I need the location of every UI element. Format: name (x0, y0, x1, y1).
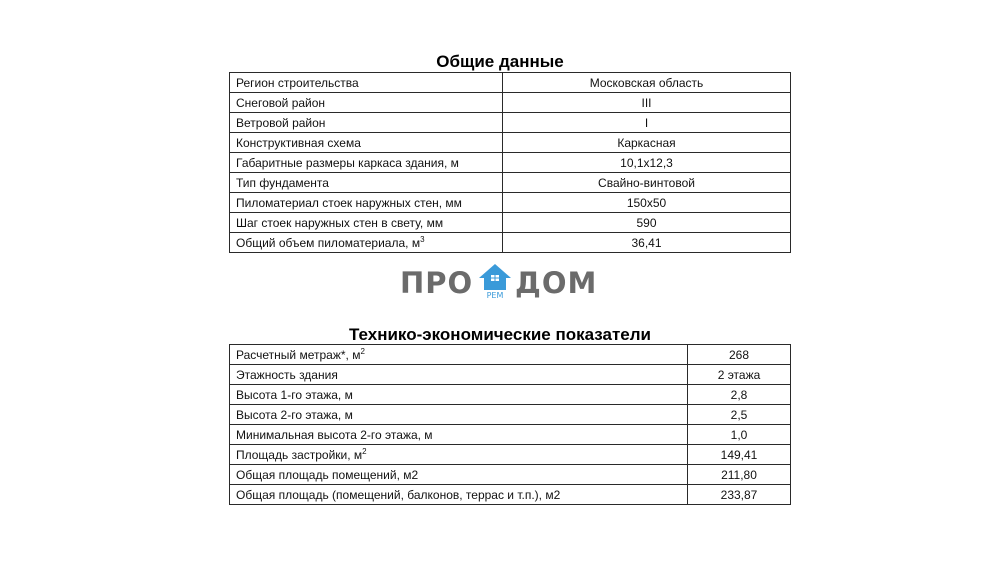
table-row (230, 133, 791, 153)
row-value: 590 (503, 213, 791, 233)
row-value: 2,8 (688, 385, 791, 405)
row-label: Высота 2-го этажа, м (230, 405, 688, 425)
row-label-cell (230, 445, 688, 465)
row-value: 10,1x12,3 (503, 153, 791, 173)
technical-indicators-title: Технико-экономические показатели (348, 325, 651, 344)
table-row (230, 465, 791, 485)
row-label: Тип фундамента (230, 173, 503, 193)
row-value: 149,41 (688, 445, 791, 465)
logo-subtext: РЕМ (486, 291, 504, 300)
table-row (230, 193, 791, 213)
table-row (230, 345, 791, 365)
row-label: Общая площадь (помещений, балконов, террас и т.п.), м2 (230, 485, 688, 505)
row-label: Расчетный метраж*, м (236, 347, 361, 362)
row-value: Московская область (503, 73, 791, 93)
row-label-cell (230, 345, 688, 365)
table-row (230, 445, 791, 465)
row-label: Регион строительства (230, 73, 503, 93)
table-row (230, 485, 791, 505)
row-label: Снеговой район (230, 93, 503, 113)
unit-superscript: 2 (360, 346, 365, 356)
table-row (230, 365, 791, 385)
unit-superscript: 3 (420, 234, 425, 244)
logo-text-right: ДОМ (515, 266, 598, 300)
table-row (230, 173, 791, 193)
row-value: III (503, 93, 791, 113)
row-value: 233,87 (688, 485, 791, 505)
table-row (230, 233, 791, 253)
table-row (230, 385, 791, 405)
general-data-title: Общие данные (436, 52, 564, 71)
table-row (230, 93, 791, 113)
row-value: 36,41 (503, 233, 791, 253)
row-label: Общий объем пиломатериала, м (236, 235, 421, 250)
table-row (230, 405, 791, 425)
row-value: 1,0 (688, 425, 791, 445)
row-label: Площадь застройки, м (236, 447, 363, 462)
row-label: Габаритные размеры каркаса здания, м (230, 153, 503, 173)
row-label: Высота 1-го этажа, м (230, 385, 688, 405)
row-value: Каркасная (503, 133, 791, 153)
technical-indicators-table (229, 344, 791, 505)
row-value: 268 (688, 345, 791, 365)
row-label: Общая площадь помещений, м2 (230, 465, 688, 485)
row-label: Шаг стоек наружных стен в свету, мм (230, 213, 503, 233)
row-label-cell (230, 233, 503, 253)
house-icon (478, 262, 512, 292)
logo-text-left: ПРО (400, 266, 474, 300)
row-value: 211,80 (688, 465, 791, 485)
row-label: Ветровой район (230, 113, 503, 133)
general-data-table (229, 72, 791, 253)
row-label: Пиломатериал стоек наружных стен, мм (230, 193, 503, 213)
row-label: Конструктивная схема (230, 133, 503, 153)
table-row (230, 113, 791, 133)
table-row (230, 73, 791, 93)
row-label: Этажность здания (230, 365, 688, 385)
row-value: 2 этажа (688, 365, 791, 385)
prodom-logo (400, 262, 600, 302)
row-value: Свайно-винтовой (503, 173, 791, 193)
table-row (230, 213, 791, 233)
table-row (230, 425, 791, 445)
row-value: I (503, 113, 791, 133)
row-label: Минимальная высота 2-го этажа, м (230, 425, 688, 445)
table-row (230, 153, 791, 173)
unit-superscript: 2 (362, 446, 367, 456)
row-value: 2,5 (688, 405, 791, 425)
row-value: 150x50 (503, 193, 791, 213)
